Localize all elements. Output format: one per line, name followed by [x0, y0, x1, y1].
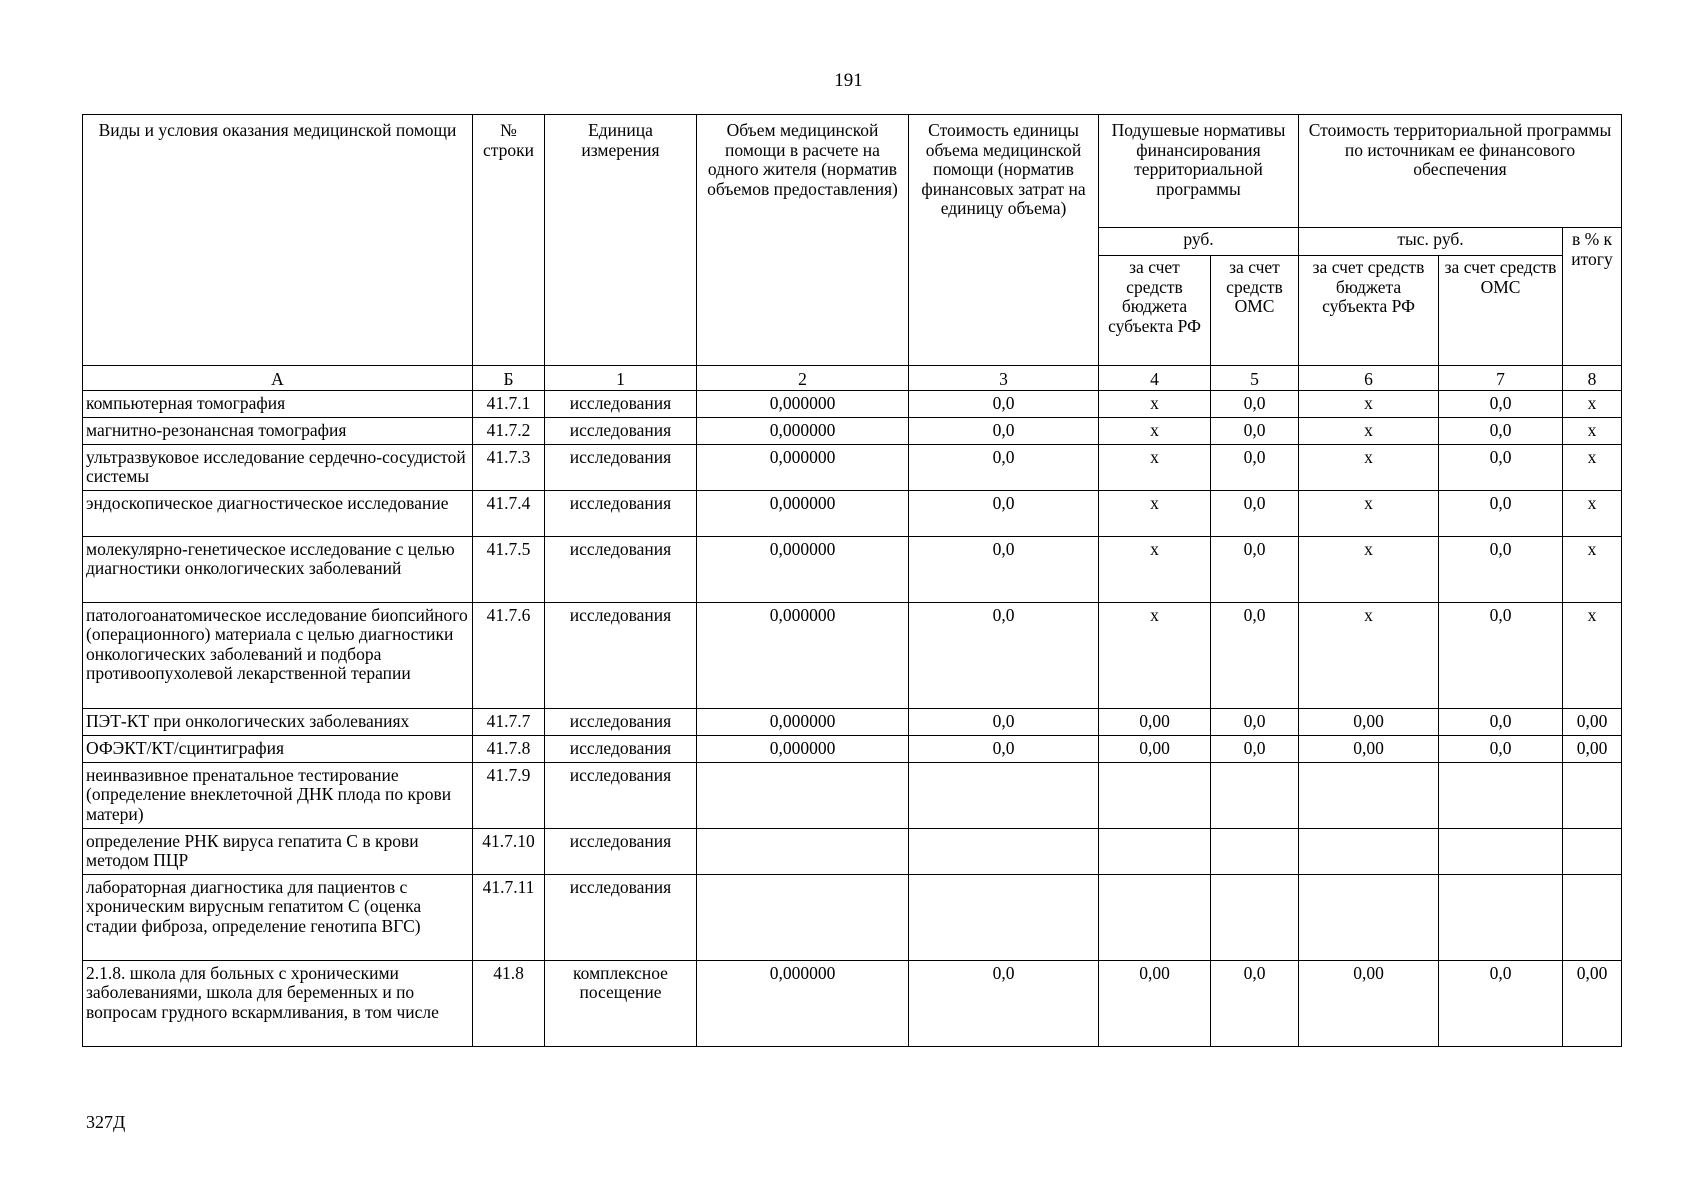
row-number: 41.7.7 — [473, 708, 545, 735]
row-name: патологоанатомическое исследование биопсийного (операционного) материала с целью диагностики онкологических заболеваний и подбора противоопухолевой лекарственной терапии — [83, 602, 473, 708]
row-unit: исследования — [545, 536, 697, 602]
row-oms-rub — [1211, 874, 1299, 960]
header-row-no: № строки — [473, 115, 545, 366]
row-budget-rf-thous — [1299, 874, 1439, 960]
row-volume: 0,000000 — [697, 490, 909, 536]
row-name: магнитно-резонансная томография — [83, 417, 473, 444]
row-budget-rf-rub: 0,00 — [1099, 708, 1211, 735]
row-oms-rub: 0,0 — [1211, 390, 1299, 417]
row-oms-thous: 0,0 — [1439, 960, 1563, 1046]
row-oms-rub: 0,0 — [1211, 602, 1299, 708]
header-oms-5: за счет средств ОМС — [1211, 256, 1299, 366]
row-volume: 0,000000 — [697, 960, 909, 1046]
row-name: определение РНК вируса гепатита С в крови методом ПЦР — [83, 828, 473, 874]
table-row — [83, 735, 1622, 762]
row-number: 41.7.11 — [473, 874, 545, 960]
row-budget-rf-thous — [1299, 828, 1439, 874]
index-cell: 4 — [1099, 366, 1211, 391]
row-budget-rf-rub: х — [1099, 490, 1211, 536]
row-oms-rub — [1211, 762, 1299, 828]
table-row — [83, 762, 1622, 828]
row-name: лабораторная диагностика для пациентов с хроническим вирусным гепатитом С (оценка стадии фиброза, определение генотипа ВГС) — [83, 874, 473, 960]
row-oms-rub: 0,0 — [1211, 960, 1299, 1046]
index-cell: 6 — [1299, 366, 1439, 391]
row-pct: 0,00 — [1563, 735, 1622, 762]
header-pct: в % к итогу — [1563, 228, 1622, 366]
row-budget-rf-thous — [1299, 762, 1439, 828]
row-oms-rub: 0,0 — [1211, 490, 1299, 536]
index-cell: Б — [473, 366, 545, 391]
row-unit: исследования — [545, 444, 697, 490]
row-unit: комплексное посещение — [545, 960, 697, 1046]
header-rub: руб. — [1099, 228, 1299, 256]
row-cost — [909, 828, 1099, 874]
row-oms-thous: 0,0 — [1439, 708, 1563, 735]
row-name: 2.1.8. школа для больных с хроническими заболеваниями, школа для беременных и по вопросам грудного вскармливания, в том числе — [83, 960, 473, 1046]
row-unit: исследования — [545, 874, 697, 960]
row-number: 41.7.2 — [473, 417, 545, 444]
row-pct: х — [1563, 602, 1622, 708]
row-name: эндоскопическое диагностическое исследование — [83, 490, 473, 536]
row-oms-rub — [1211, 828, 1299, 874]
row-oms-thous — [1439, 762, 1563, 828]
row-volume: 0,000000 — [697, 735, 909, 762]
row-cost — [909, 874, 1099, 960]
row-volume: 0,000000 — [697, 536, 909, 602]
row-oms-thous — [1439, 828, 1563, 874]
row-budget-rf-thous: х — [1299, 602, 1439, 708]
row-oms-thous: 0,0 — [1439, 602, 1563, 708]
row-budget-rf-rub: 0,00 — [1099, 735, 1211, 762]
row-name: ПЭТ-КТ при онкологических заболеваниях — [83, 708, 473, 735]
row-budget-rf-thous: 0,00 — [1299, 960, 1439, 1046]
row-cost: 0,0 — [909, 490, 1099, 536]
row-unit: исследования — [545, 602, 697, 708]
row-budget-rf-thous: х — [1299, 444, 1439, 490]
row-pct: х — [1563, 490, 1622, 536]
row-pct — [1563, 762, 1622, 828]
row-budget-rf-rub: х — [1099, 536, 1211, 602]
row-unit: исследования — [545, 735, 697, 762]
row-cost: 0,0 — [909, 536, 1099, 602]
row-budget-rf-rub: х — [1099, 602, 1211, 708]
row-number: 41.7.4 — [473, 490, 545, 536]
row-cost: 0,0 — [909, 390, 1099, 417]
row-oms-thous: 0,0 — [1439, 490, 1563, 536]
row-unit: исследования — [545, 390, 697, 417]
row-pct: 0,00 — [1563, 708, 1622, 735]
index-cell: 8 — [1563, 366, 1622, 391]
row-cost: 0,0 — [909, 735, 1099, 762]
row-budget-rf-rub — [1099, 874, 1211, 960]
row-budget-rf-thous: х — [1299, 417, 1439, 444]
row-pct: х — [1563, 417, 1622, 444]
row-number: 41.7.9 — [473, 762, 545, 828]
row-volume: 0,000000 — [697, 708, 909, 735]
table-row — [83, 390, 1622, 417]
row-number: 41.7.6 — [473, 602, 545, 708]
row-volume — [697, 828, 909, 874]
row-pct: х — [1563, 536, 1622, 602]
row-cost: 0,0 — [909, 960, 1099, 1046]
page-number: 191 — [834, 70, 863, 91]
row-oms-thous: 0,0 — [1439, 536, 1563, 602]
header-oms-7: за счет средств ОМС — [1439, 256, 1563, 366]
row-number: 41.7.1 — [473, 390, 545, 417]
row-budget-rf-rub — [1099, 828, 1211, 874]
row-number: 41.7.8 — [473, 735, 545, 762]
table-body — [83, 390, 1622, 1046]
row-volume — [697, 762, 909, 828]
row-unit: исследования — [545, 490, 697, 536]
medical-care-table — [82, 114, 1622, 1047]
row-oms-thous — [1439, 874, 1563, 960]
row-oms-thous: 0,0 — [1439, 735, 1563, 762]
row-oms-thous: 0,0 — [1439, 444, 1563, 490]
table-row — [83, 602, 1622, 708]
row-pct: х — [1563, 444, 1622, 490]
row-name: ОФЭКТ/КТ/сцинтиграфия — [83, 735, 473, 762]
row-cost: 0,0 — [909, 602, 1099, 708]
footer-code: 327Д — [86, 1112, 126, 1132]
row-volume — [697, 874, 909, 960]
row-name: компьютерная томография — [83, 390, 473, 417]
row-budget-rf-thous: х — [1299, 536, 1439, 602]
row-budget-rf-rub: х — [1099, 390, 1211, 417]
row-unit: исследования — [545, 417, 697, 444]
table-row — [83, 417, 1622, 444]
index-cell: 3 — [909, 366, 1099, 391]
table-row — [83, 708, 1622, 735]
header-program-cost: Стоимость территориальной программы по источникам ее финансового обеспечения — [1299, 115, 1622, 228]
row-cost: 0,0 — [909, 708, 1099, 735]
header-types: Виды и условия оказания медицинской помощи — [83, 115, 473, 366]
row-oms-rub: 0,0 — [1211, 735, 1299, 762]
row-unit: исследования — [545, 708, 697, 735]
row-name: ультразвуковое исследование сердечно-сосудистой системы — [83, 444, 473, 490]
row-pct: 0,00 — [1563, 960, 1622, 1046]
row-volume: 0,000000 — [697, 390, 909, 417]
table-container — [82, 114, 1622, 1047]
row-oms-rub: 0,0 — [1211, 708, 1299, 735]
header-thous-rub: тыс. руб. — [1299, 228, 1563, 256]
row-number: 41.7.3 — [473, 444, 545, 490]
row-number: 41.7.10 — [473, 828, 545, 874]
row-oms-rub: 0,0 — [1211, 417, 1299, 444]
row-volume: 0,000000 — [697, 417, 909, 444]
row-pct — [1563, 874, 1622, 960]
header-budget-rf-6: за счет средств бюджета субъекта РФ — [1299, 256, 1439, 366]
table-row — [83, 960, 1622, 1046]
header-budget-rf-4: за счет средств бюджета субъекта РФ — [1099, 256, 1211, 366]
table-row — [83, 490, 1622, 536]
header-per-capita: Подушевые нормативы финансирования территориальной программы — [1099, 115, 1299, 228]
index-cell: 1 — [545, 366, 697, 391]
table-row — [83, 874, 1622, 960]
row-pct — [1563, 828, 1622, 874]
row-volume: 0,000000 — [697, 602, 909, 708]
row-budget-rf-rub: х — [1099, 417, 1211, 444]
header-unit: Единица измерения — [545, 115, 697, 366]
row-budget-rf-thous: 0,00 — [1299, 735, 1439, 762]
row-oms-rub: 0,0 — [1211, 536, 1299, 602]
index-cell: А — [83, 366, 473, 391]
row-unit: исследования — [545, 762, 697, 828]
row-budget-rf-rub — [1099, 762, 1211, 828]
row-number: 41.8 — [473, 960, 545, 1046]
row-budget-rf-thous: х — [1299, 490, 1439, 536]
row-cost — [909, 762, 1099, 828]
row-oms-thous: 0,0 — [1439, 390, 1563, 417]
index-cell: 2 — [697, 366, 909, 391]
row-pct: х — [1563, 390, 1622, 417]
row-oms-thous: 0,0 — [1439, 417, 1563, 444]
table-row — [83, 536, 1622, 602]
row-name: молекулярно-генетическое исследование с целью диагностики онкологических заболеваний — [83, 536, 473, 602]
row-cost: 0,0 — [909, 444, 1099, 490]
row-budget-rf-rub: х — [1099, 444, 1211, 490]
row-budget-rf-thous: х — [1299, 390, 1439, 417]
header-cost: Стоимость единицы объема медицинской помощи (норматив финансовых затрат на единицу объема) — [909, 115, 1099, 366]
table-row — [83, 444, 1622, 490]
row-cost: 0,0 — [909, 417, 1099, 444]
row-oms-rub: 0,0 — [1211, 444, 1299, 490]
row-name: неинвазивное пренатальное тестирование (определение внеклеточной ДНК плода по крови матери) — [83, 762, 473, 828]
row-budget-rf-rub: 0,00 — [1099, 960, 1211, 1046]
row-volume: 0,000000 — [697, 444, 909, 490]
index-cell: 7 — [1439, 366, 1563, 391]
row-unit: исследования — [545, 828, 697, 874]
index-cell: 5 — [1211, 366, 1299, 391]
header-volume: Объем медицинской помощи в расчете на одного жителя (норматив объемов предоставления) — [697, 115, 909, 366]
table-row — [83, 828, 1622, 874]
row-budget-rf-thous: 0,00 — [1299, 708, 1439, 735]
row-number: 41.7.5 — [473, 536, 545, 602]
